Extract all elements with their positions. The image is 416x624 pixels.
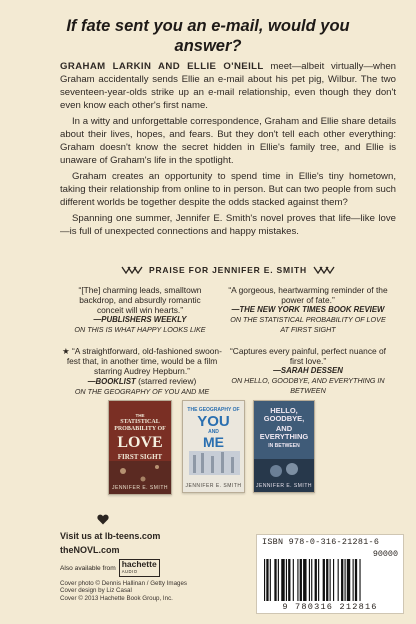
quote-book: ON THIS IS WHAT HAPPY LOOKS LIKE bbox=[74, 325, 206, 334]
barcode-bar bbox=[359, 559, 360, 601]
quote-booklist bbox=[62, 346, 222, 397]
quote-book: ON THE STATISTICAL PROBABILITY OF LOVE AT FIRST SIGHT bbox=[230, 315, 386, 334]
lead-names: GRAHAM LARKIN AND ELLIE O'NEILL bbox=[60, 61, 264, 72]
cover-title-you: YOU bbox=[197, 413, 230, 430]
cover-title-love: LOVE bbox=[117, 434, 163, 451]
barcode-bar bbox=[355, 559, 357, 601]
cover-author: JENNIFER E. SMITH bbox=[185, 483, 242, 489]
barcode-bar bbox=[318, 559, 319, 601]
barcode-bar bbox=[274, 559, 276, 601]
credit-photo: Cover photo © Dennis Hallinan / Getty Images bbox=[60, 580, 187, 587]
book-cover-hello-goodbye bbox=[253, 400, 315, 493]
synopsis-p1-text: meet—albeit virtually—when Graham accidentally sends Ellie an e-mail about his pet pig, Wilbur. The two seventeen-year-olds strike up an e-mail relationship, even though they don't even know each other's first name. bbox=[60, 61, 396, 111]
barcode-bar bbox=[330, 559, 331, 601]
praise-header-text: PRAISE FOR JENNIFER E. SMITH bbox=[149, 265, 307, 275]
barcode-bar bbox=[300, 559, 302, 601]
barcode-bar bbox=[281, 559, 284, 601]
book-cover-statistical-probability bbox=[108, 400, 172, 495]
website-link-lb-teens[interactable]: Visit us at lb-teens.com bbox=[60, 531, 161, 541]
cover-credits bbox=[60, 580, 187, 602]
quote-text: “[The] charming leads, smalltown backdrop, and absurdly romantic conceit will win hearts.” bbox=[78, 285, 202, 315]
barcode-bar bbox=[311, 559, 312, 601]
barcode-bar bbox=[270, 559, 271, 601]
website-link-thenovl[interactable]: theNOVL.com bbox=[60, 545, 120, 555]
cover-title-and: AND bbox=[208, 429, 219, 435]
heart-icon bbox=[97, 512, 109, 530]
cover-title-top: HELLO, GOODBYE, bbox=[263, 406, 305, 423]
barcode-bar bbox=[353, 559, 354, 601]
barcode-bar bbox=[309, 559, 310, 601]
barcode-bars bbox=[262, 559, 400, 601]
barcode-bar bbox=[303, 559, 306, 601]
hachette-audio-logo bbox=[119, 559, 160, 577]
isbn-number: ISBN 978-0-316-21281-6 bbox=[262, 537, 380, 547]
barcode-bar bbox=[345, 559, 346, 601]
book-cover-geography-of-you-and-me bbox=[182, 400, 245, 493]
ean-digits: 9 780316 212816 bbox=[282, 602, 378, 612]
quote-publishers-weekly bbox=[65, 285, 215, 335]
cover-title-main: AND EVERYTHING bbox=[259, 424, 309, 441]
barcode-bar bbox=[338, 559, 339, 601]
cover-author: JENNIFER E. SMITH bbox=[111, 485, 168, 491]
hachette-logo-text: hachette bbox=[121, 559, 157, 569]
barcode-bar bbox=[288, 559, 290, 601]
praise-header bbox=[60, 265, 396, 275]
barcode-bar bbox=[278, 559, 279, 601]
audio-label: Also available from bbox=[60, 564, 116, 572]
barcode-bar bbox=[264, 559, 265, 601]
synopsis bbox=[60, 60, 396, 241]
cover-title-sub: IN BETWEEN bbox=[268, 443, 300, 449]
credit-design: Cover design by Liz Casal bbox=[60, 587, 132, 595]
barcode-bar bbox=[347, 559, 350, 601]
quote-source: —BOOKLIST bbox=[87, 377, 136, 386]
quote-sarah-dessen bbox=[228, 346, 388, 396]
quote-source: —PUBLISHERS WEEKLY bbox=[93, 315, 187, 324]
cover-title-the: THE bbox=[135, 413, 145, 418]
chevron-left-icon bbox=[121, 266, 143, 274]
isbn-barcode bbox=[256, 534, 404, 614]
quote-source: —SARAH DESSEN bbox=[273, 366, 343, 375]
chevron-right-icon bbox=[313, 266, 335, 274]
synopsis-paragraph-1 bbox=[60, 60, 396, 112]
quote-nyt-book-review bbox=[228, 285, 388, 335]
cover-title-me: ME bbox=[203, 434, 224, 450]
quote-source: —THE NEW YORK TIMES BOOK REVIEW bbox=[231, 305, 385, 314]
quote-book: ON HELLO, GOODBYE, AND EVERYTHING IN BETWEEN bbox=[231, 376, 385, 395]
barcode-bar bbox=[266, 559, 268, 601]
cover-title-top: THE GEOGRAPHY OF bbox=[187, 407, 240, 413]
headline: If fate sent you an e-mail, would you answer? bbox=[66, 17, 350, 55]
barcode-bar bbox=[315, 559, 317, 601]
audio-availability bbox=[60, 559, 160, 577]
quote-book: ON THE GEOGRAPHY OF YOU AND ME bbox=[74, 387, 210, 396]
barcode-bar bbox=[333, 559, 334, 601]
hachette-logo-sub: AUDIO bbox=[121, 569, 138, 574]
quote-source-note: (starred review) bbox=[135, 376, 197, 386]
synopsis-paragraph-2: In a witty and unforgettable correspondence, Graham and Ellie share details about their lives, hopes, and fears. But they don't tell each other everything: Graham doesn't know the secret hidden in Ellie's family tree, and Ellie is unaware of Graham's life in the spotlight. bbox=[60, 116, 396, 166]
barcode-bar bbox=[326, 559, 328, 601]
price-code: 90000 bbox=[372, 549, 398, 559]
barcode-bar bbox=[323, 559, 325, 601]
cover-author: JENNIFER E. SMITH bbox=[255, 483, 312, 489]
synopsis-paragraph-3: Graham creates an opportunity to spend time in Ellie's tiny hometown, taking their relationship from online to in person. But can two people from such different worlds be together despite the odds stacked against them? bbox=[60, 171, 396, 208]
cover-title-sub: FIRST SIGHT bbox=[117, 453, 163, 461]
cover-title-main: STATISTICAL PROBABILITY OF bbox=[114, 419, 166, 432]
quote-text: ★ “A straightforward, old-fashioned swoon-fest that, in another time, would be a film starring Audrey Hepburn.” bbox=[62, 346, 222, 376]
barcode-bar bbox=[341, 559, 343, 601]
credit-copyright: Cover © 2013 Hachette Book Group, Inc. bbox=[60, 594, 173, 602]
barcode-bar bbox=[293, 559, 294, 601]
quote-text: “A gorgeous, heartwarming reminder of the power of fate.” bbox=[228, 285, 388, 305]
quote-text: “Captures every painful, perfect nuance of first love.” bbox=[230, 346, 386, 366]
synopsis-paragraph-4: Spanning one summer, Jennifer E. Smith's novel proves that life—like love—is full of unexpected connections and happy mistakes. bbox=[60, 213, 396, 237]
barcode-bar bbox=[286, 559, 287, 601]
barcode-bar bbox=[297, 559, 298, 601]
